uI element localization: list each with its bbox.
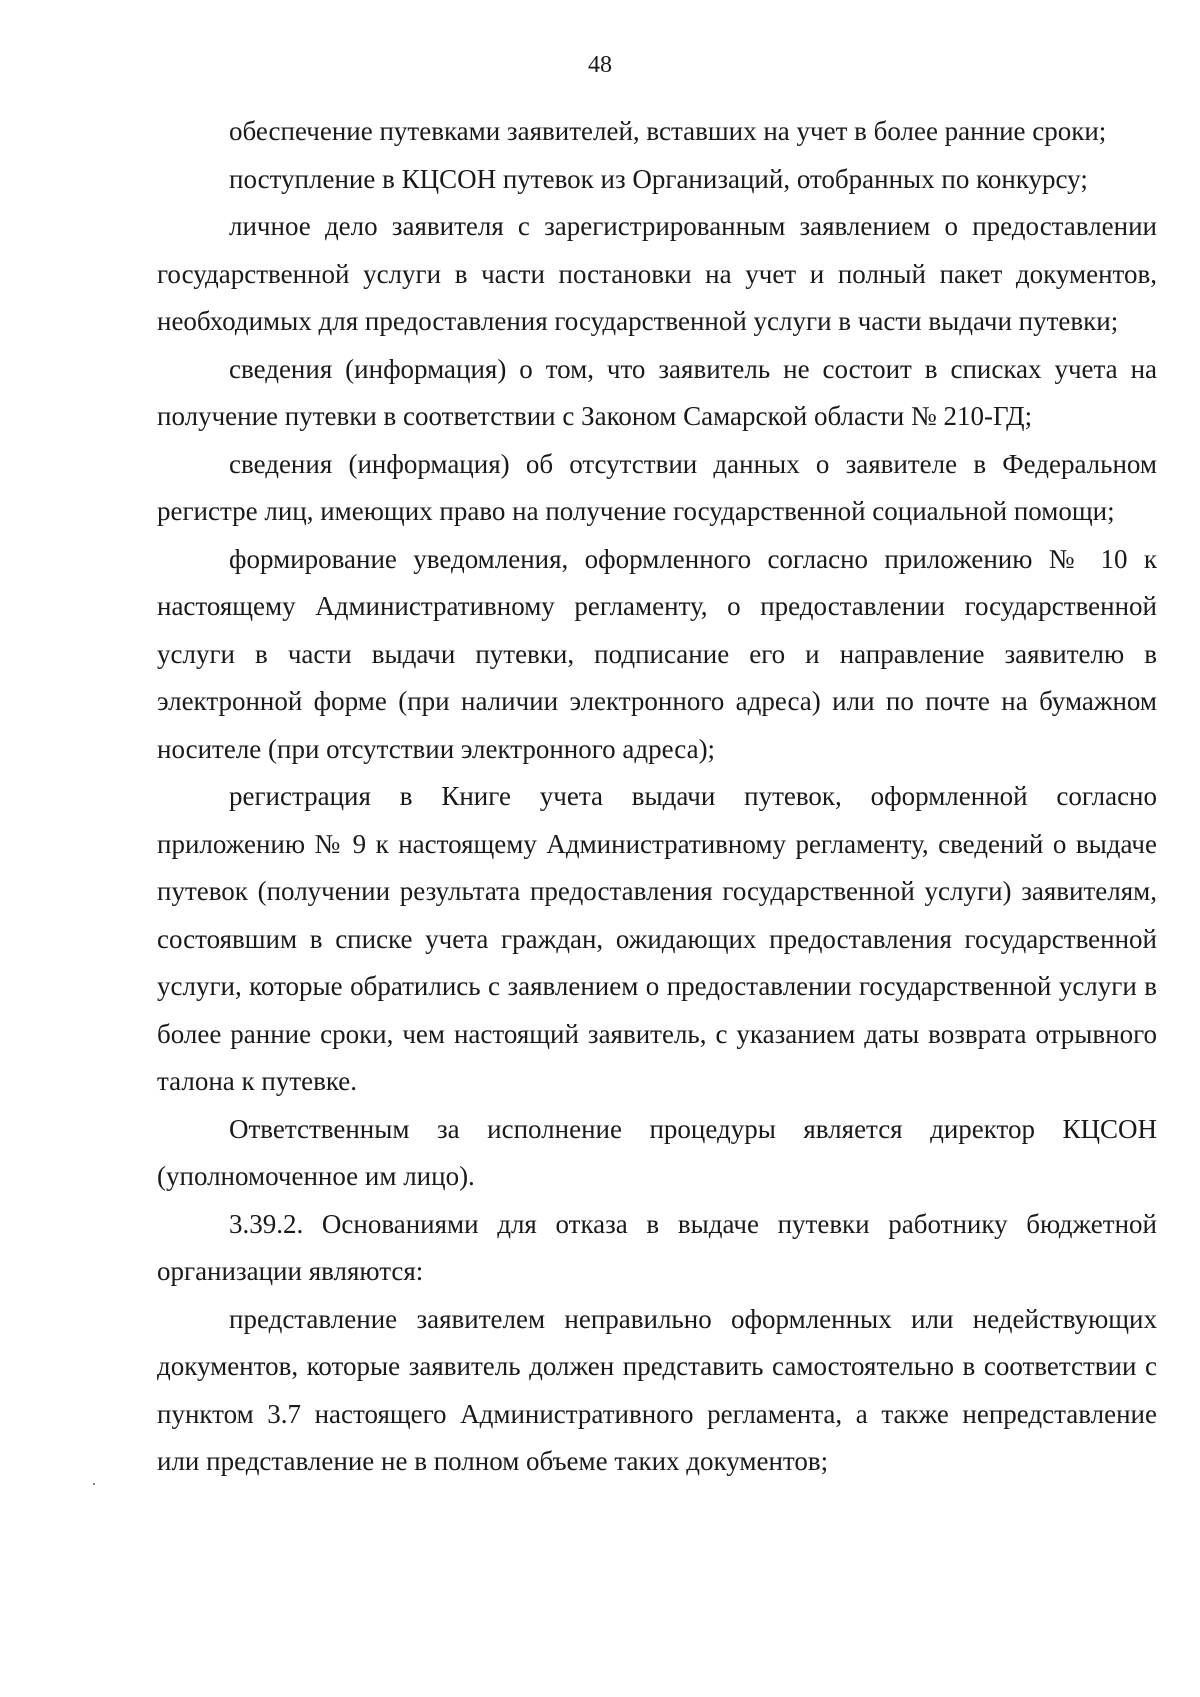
paragraph: сведения (информация) об отсутствии данных о заявителе в Федеральном регистре лиц, имеющих право на получение государственной социальной помощи;	[157, 448, 1157, 526]
paragraph: формирование уведомления, оформленного согласно приложению № 10 к настоящему Административному регламенту, о предоставлении государственной услуги в части выдачи путевки, подписание его и направление заявителю в электронной форме (при наличии электронного адреса) или по почте на бумажном носителе (при отсутствии электронного адреса);	[157, 543, 1157, 764]
paragraph: сведения (информация) о том, что заявитель не состоит в списках учета на получение путевки в соответствии с Законом Самарской области № 210-ГД;	[157, 353, 1157, 431]
scan-speck	[93, 1483, 95, 1485]
paragraph: регистрация в Книге учета выдачи путевок, оформленной согласно приложению № 9 к настоящему Административному регламенту, сведений о выдаче путевок (получении результата предоставления государственной услуги) заявителям, состоявшим в списке учета граждан, ожидающих предоставления государственной услуги, которые обратились с заявлением о предоставлении государственной услуги в более ранние сроки, чем настоящий заявитель, с указанием даты возврата отрывного талона к путевке.	[157, 781, 1157, 1096]
page-number: 48	[588, 52, 612, 78]
body-text	[157, 108, 1157, 1486]
paragraph: Ответственным за исполнение процедуры является директор КЦСОН (уполномоченное им лицо).	[157, 1113, 1157, 1191]
paragraph: обеспечение путевками заявителей, вставших на учет в более ранние сроки;	[229, 116, 1107, 146]
paragraph: поступление в КЦСОН путевок из Организаций, отобранных по конкурсу;	[229, 163, 1088, 194]
paragraph: личное дело заявителя с зарегистрированным заявлением о предоставлении государственной услуги в части постановки на учет и полный пакет документов, необходимых для предоставления государственной услуги в части выдачи путевки;	[157, 211, 1157, 336]
paragraph: 3.39.2. Основаниями для отказа в выдаче путевки работнику бюджетной организации являются:	[157, 1208, 1157, 1286]
paragraph: представление заявителем неправильно оформленных или недействующих документов, которые заявитель должен представить самостоятельно в соответствии с пунктом 3.7 настоящего Административного регламента, а также непредставление или представление не в полном объеме таких документов;	[157, 1303, 1157, 1476]
